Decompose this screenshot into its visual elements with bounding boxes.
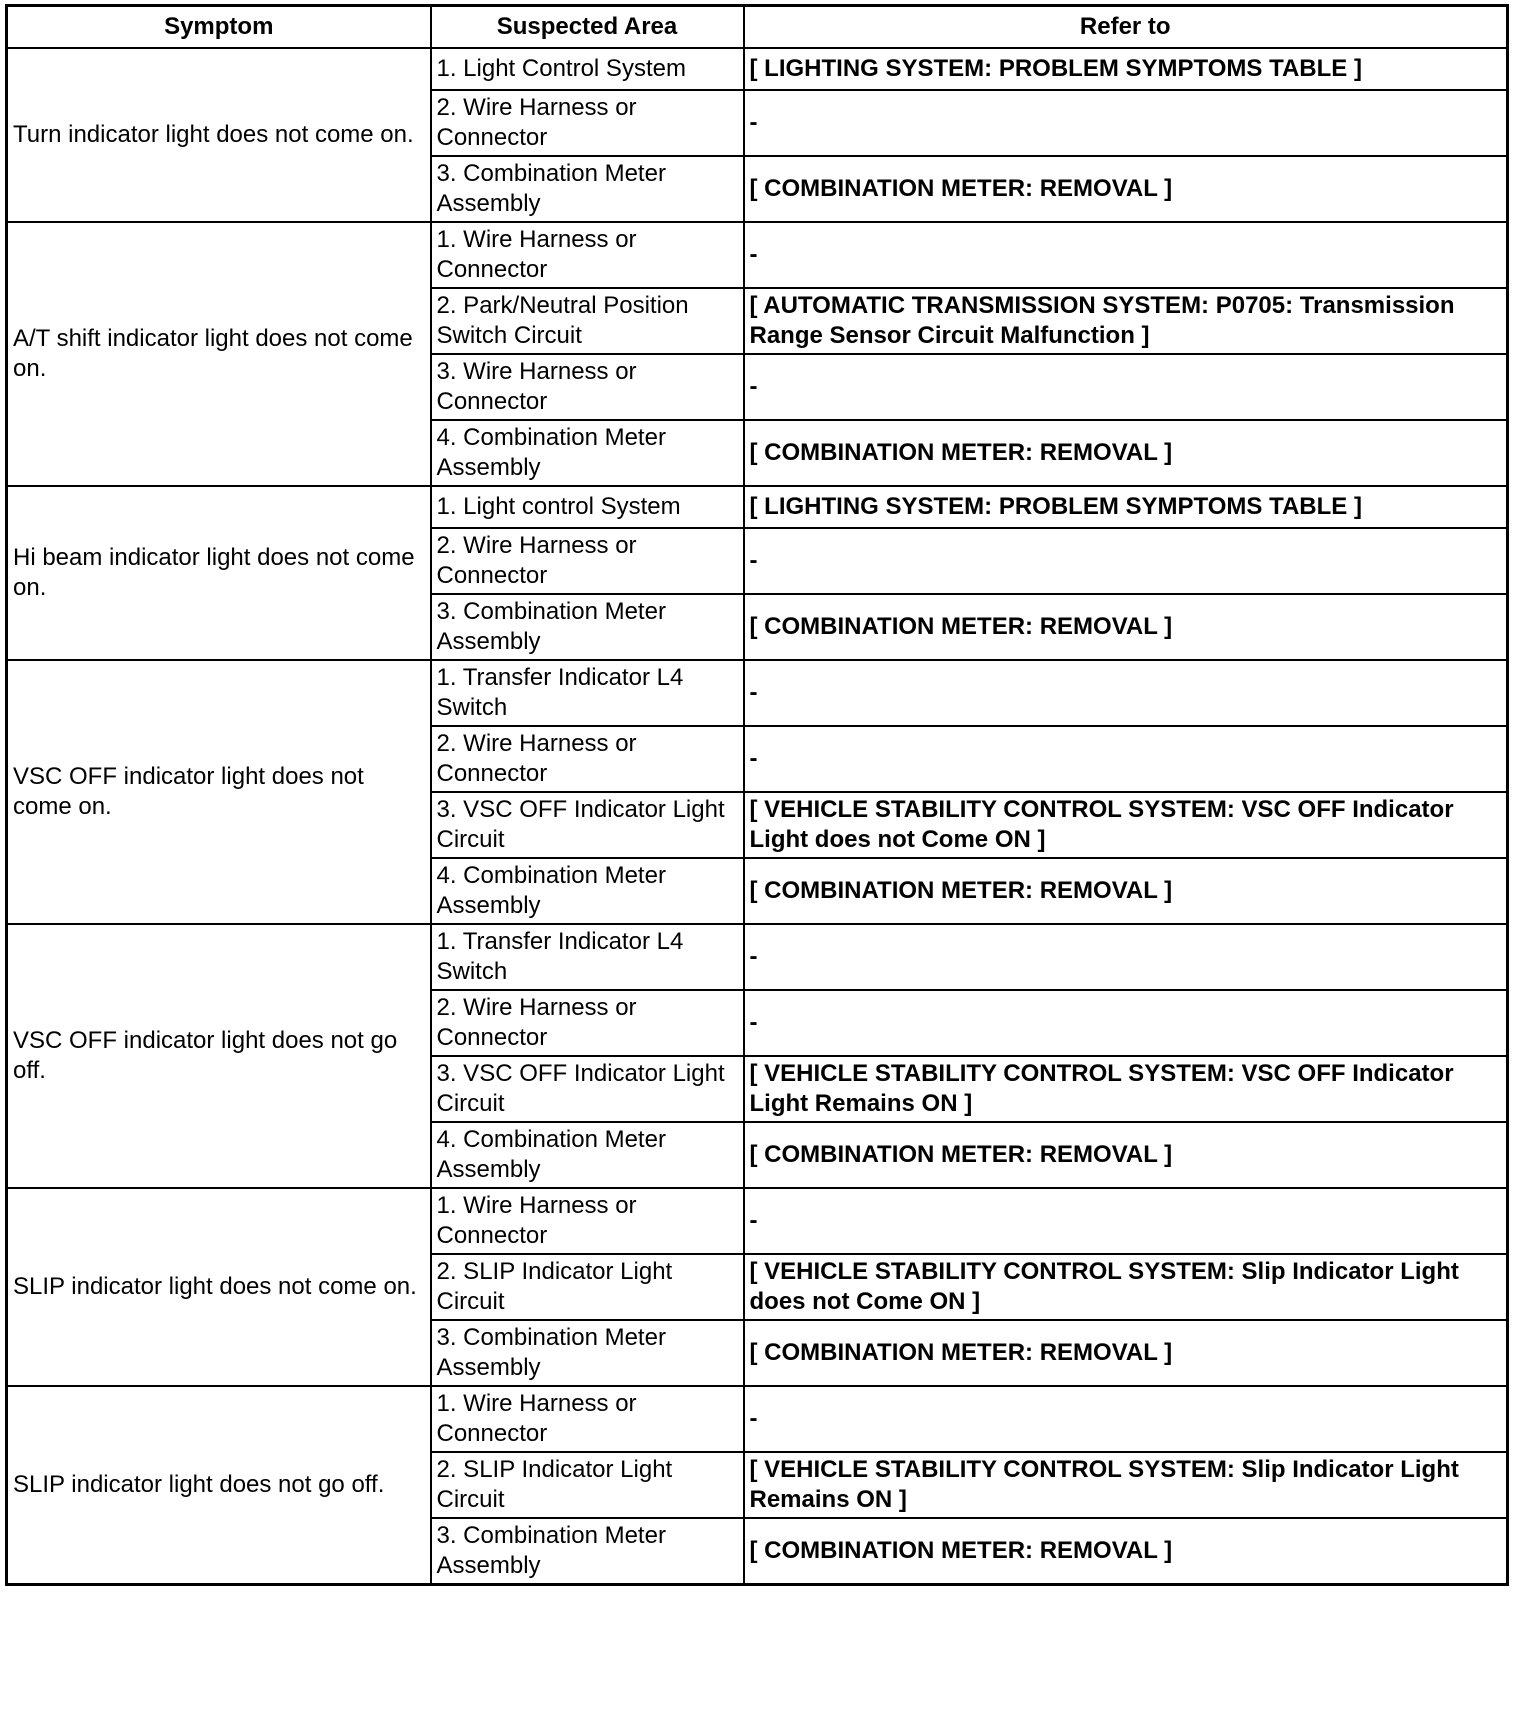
suspected-area-cell: 2. Park/Neutral Position Switch Circuit bbox=[431, 288, 744, 354]
table-row bbox=[7, 924, 1508, 990]
refer-to-cell: [ VEHICLE STABILITY CONTROL SYSTEM: Slip Indicator Light does not Come ON ] bbox=[744, 1254, 1508, 1320]
table-row bbox=[7, 486, 1508, 528]
suspected-area-cell: 2. Wire Harness or Connector bbox=[431, 726, 744, 792]
refer-to-cell: [ VEHICLE STABILITY CONTROL SYSTEM: Slip Indicator Light Remains ON ] bbox=[744, 1452, 1508, 1518]
symptom-cell: VSC OFF indicator light does not come on. bbox=[7, 660, 431, 924]
suspected-area-cell: 3. Combination Meter Assembly bbox=[431, 594, 744, 660]
symptom-cell: VSC OFF indicator light does not go off. bbox=[7, 924, 431, 1188]
refer-to-cell: - bbox=[744, 1188, 1508, 1254]
header-suspected-area: Suspected Area bbox=[431, 6, 744, 49]
refer-to-cell: [ COMBINATION METER: REMOVAL ] bbox=[744, 1122, 1508, 1188]
refer-to-cell: - bbox=[744, 222, 1508, 288]
suspected-area-cell: 1. Wire Harness or Connector bbox=[431, 1188, 744, 1254]
symptom-cell: Turn indicator light does not come on. bbox=[7, 48, 431, 222]
suspected-area-cell: 3. Combination Meter Assembly bbox=[431, 1320, 744, 1386]
table-row bbox=[7, 222, 1508, 288]
refer-to-cell: [ COMBINATION METER: REMOVAL ] bbox=[744, 420, 1508, 486]
refer-to-cell: [ COMBINATION METER: REMOVAL ] bbox=[744, 1320, 1508, 1386]
refer-to-cell: - bbox=[744, 528, 1508, 594]
suspected-area-cell: 1. Wire Harness or Connector bbox=[431, 222, 744, 288]
refer-to-cell: [ AUTOMATIC TRANSMISSION SYSTEM: P0705: Transmission Range Sensor Circuit Malfunction ] bbox=[744, 288, 1508, 354]
suspected-area-cell: 1. Light control System bbox=[431, 486, 744, 528]
suspected-area-cell: 1. Light Control System bbox=[431, 48, 744, 90]
suspected-area-cell: 1. Transfer Indicator L4 Switch bbox=[431, 660, 744, 726]
symptom-cell: A/T shift indicator light does not come on. bbox=[7, 222, 431, 486]
suspected-area-cell: 3. Combination Meter Assembly bbox=[431, 1518, 744, 1585]
refer-to-cell: [ COMBINATION METER: REMOVAL ] bbox=[744, 594, 1508, 660]
suspected-area-cell: 3. VSC OFF Indicator Light Circuit bbox=[431, 792, 744, 858]
suspected-area-cell: 2. Wire Harness or Connector bbox=[431, 90, 744, 156]
suspected-area-cell: 2. SLIP Indicator Light Circuit bbox=[431, 1254, 744, 1320]
refer-to-cell: [ VEHICLE STABILITY CONTROL SYSTEM: VSC OFF Indicator Light does not Come ON ] bbox=[744, 792, 1508, 858]
header-symptom: Symptom bbox=[7, 6, 431, 49]
refer-to-cell: [ COMBINATION METER: REMOVAL ] bbox=[744, 858, 1508, 924]
refer-to-cell: - bbox=[744, 1386, 1508, 1452]
suspected-area-cell: 2. SLIP Indicator Light Circuit bbox=[431, 1452, 744, 1518]
header-refer-to: Refer to bbox=[744, 6, 1508, 49]
refer-to-cell: - bbox=[744, 354, 1508, 420]
suspected-area-cell: 3. Combination Meter Assembly bbox=[431, 156, 744, 222]
refer-to-cell: - bbox=[744, 726, 1508, 792]
table-body bbox=[7, 48, 1508, 1585]
symptom-cell: SLIP indicator light does not go off. bbox=[7, 1386, 431, 1585]
refer-to-cell: - bbox=[744, 90, 1508, 156]
problem-symptoms-table bbox=[5, 4, 1509, 1586]
document-sheet bbox=[5, 4, 1506, 1586]
suspected-area-cell: 1. Wire Harness or Connector bbox=[431, 1386, 744, 1452]
table-row bbox=[7, 48, 1508, 90]
suspected-area-cell: 2. Wire Harness or Connector bbox=[431, 990, 744, 1056]
refer-to-cell: - bbox=[744, 660, 1508, 726]
suspected-area-cell: 4. Combination Meter Assembly bbox=[431, 420, 744, 486]
refer-to-cell: [ LIGHTING SYSTEM: PROBLEM SYMPTOMS TABLE ] bbox=[744, 486, 1508, 528]
table-row bbox=[7, 1188, 1508, 1254]
refer-to-cell: [ COMBINATION METER: REMOVAL ] bbox=[744, 1518, 1508, 1585]
suspected-area-cell: 2. Wire Harness or Connector bbox=[431, 528, 744, 594]
table-row bbox=[7, 660, 1508, 726]
suspected-area-cell: 3. Wire Harness or Connector bbox=[431, 354, 744, 420]
refer-to-cell: - bbox=[744, 924, 1508, 990]
refer-to-cell: [ VEHICLE STABILITY CONTROL SYSTEM: VSC OFF Indicator Light Remains ON ] bbox=[744, 1056, 1508, 1122]
suspected-area-cell: 1. Transfer Indicator L4 Switch bbox=[431, 924, 744, 990]
suspected-area-cell: 4. Combination Meter Assembly bbox=[431, 1122, 744, 1188]
refer-to-cell: [ LIGHTING SYSTEM: PROBLEM SYMPTOMS TABLE ] bbox=[744, 48, 1508, 90]
header-row bbox=[7, 6, 1508, 49]
table-row bbox=[7, 1386, 1508, 1452]
symptom-cell: Hi beam indicator light does not come on. bbox=[7, 486, 431, 660]
refer-to-cell: - bbox=[744, 990, 1508, 1056]
refer-to-cell: [ COMBINATION METER: REMOVAL ] bbox=[744, 156, 1508, 222]
suspected-area-cell: 4. Combination Meter Assembly bbox=[431, 858, 744, 924]
suspected-area-cell: 3. VSC OFF Indicator Light Circuit bbox=[431, 1056, 744, 1122]
symptom-cell: SLIP indicator light does not come on. bbox=[7, 1188, 431, 1386]
